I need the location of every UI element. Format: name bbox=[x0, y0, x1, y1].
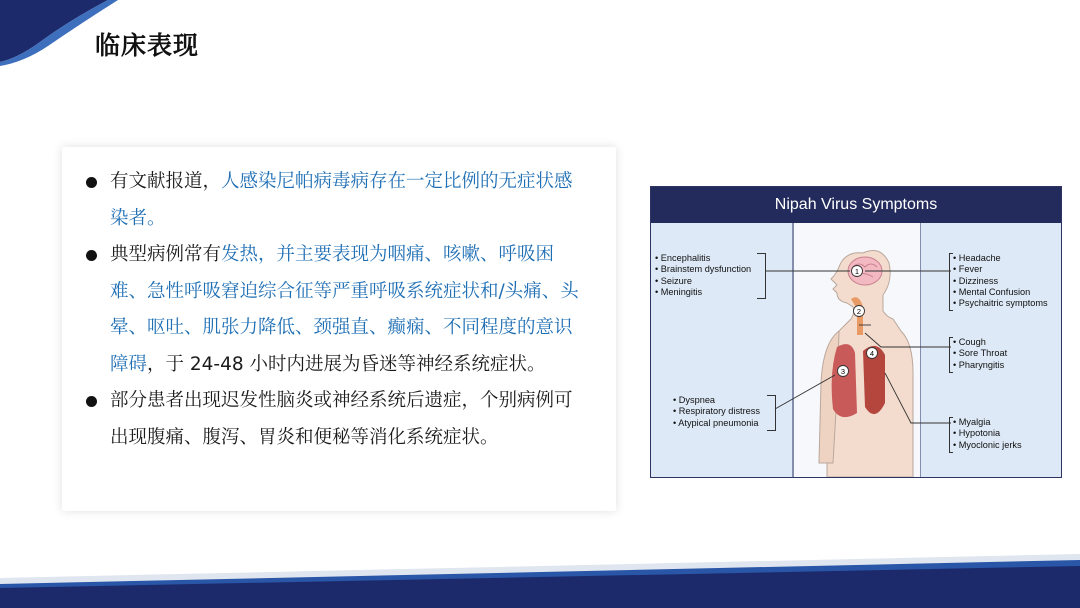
symptom-item: • Mental Confusion bbox=[953, 287, 1048, 298]
bracket bbox=[757, 253, 766, 299]
figure-body bbox=[651, 223, 1061, 477]
symptom-item: • Psychaitric symptoms bbox=[953, 298, 1048, 309]
highlighted-text: 人感染尼帕病毒病存在一定比例的无症状感染者。 bbox=[110, 171, 573, 229]
bullet-dot-icon bbox=[86, 396, 97, 407]
symptom-item: • Dizziness bbox=[953, 276, 1048, 287]
bullet-item bbox=[84, 383, 590, 456]
symptom-item: • Sore Throat bbox=[953, 348, 1007, 359]
bullet-text: 有文献报道， bbox=[110, 171, 222, 192]
bullet-list bbox=[62, 147, 616, 456]
bullet-text: 部分患者出现迟发性脑炎或神经系统后遗症，个别病例可出现腹痛、腹泻、胃炎和便秘等消化系统症状。 bbox=[110, 390, 573, 448]
symptom-item: • Pharyngitis bbox=[953, 360, 1007, 371]
symptom-item: • Atypical pneumonia bbox=[673, 418, 760, 429]
bullet-dot-icon bbox=[86, 250, 97, 261]
symptom-item: • Headache bbox=[953, 253, 1048, 264]
symptom-item: • Fever bbox=[953, 264, 1048, 275]
marker-number: 1 bbox=[854, 267, 860, 276]
symptom-item: • Brainstem dysfunction bbox=[655, 264, 751, 275]
bracket bbox=[767, 395, 776, 431]
marker-number: 4 bbox=[869, 349, 875, 358]
symptom-item: • Dyspnea bbox=[673, 395, 760, 406]
bullet-text: 典型病例常有 bbox=[110, 244, 222, 265]
bullet-item bbox=[84, 237, 590, 383]
bullet-dot-icon bbox=[86, 177, 97, 188]
symptom-item: • Meningitis bbox=[655, 287, 751, 298]
symptom-item: • Respiratory distress bbox=[673, 406, 760, 417]
symptom-group-general-right bbox=[953, 253, 1048, 309]
lung-icon bbox=[832, 344, 857, 417]
bottom-band bbox=[0, 548, 1080, 608]
text-card bbox=[62, 147, 616, 511]
highlighted-text: 发热，并主要表现为咽痛、咳嗽、呼吸困难、急性呼吸窘迫综合征等严重呼吸系统症状和/头痛、头晕、呕吐、肌张力降低、颈强直、癫痫、不同程度的意识障碍 bbox=[110, 244, 579, 375]
symptom-item: • Cough bbox=[953, 337, 1007, 348]
symptom-group-muscle-right bbox=[953, 417, 1022, 451]
symptom-item: • Myalgia bbox=[953, 417, 1022, 428]
page-title: 临床表现 bbox=[95, 31, 200, 60]
marker-number: 2 bbox=[856, 307, 862, 316]
symptom-item: • Encephalitis bbox=[655, 253, 751, 264]
bracket bbox=[949, 337, 953, 373]
bullet-item bbox=[84, 164, 590, 237]
symptom-group-throat-right bbox=[953, 337, 1007, 371]
symptom-item: • Seizure bbox=[655, 276, 751, 287]
symptom-item: • Hypotonia bbox=[953, 428, 1022, 439]
symptom-item: • Myoclonic jerks bbox=[953, 440, 1022, 451]
bracket bbox=[949, 417, 953, 453]
bracket bbox=[949, 253, 953, 311]
bullet-text: ，于 24-48 小时内进展为昏迷等神经系统症状。 bbox=[147, 353, 546, 375]
symptom-group-respiratory-left bbox=[673, 395, 760, 429]
marker-number: 3 bbox=[840, 367, 846, 376]
nipah-symptoms-figure bbox=[650, 186, 1062, 478]
figure-title: Nipah Virus Symptoms bbox=[651, 187, 1061, 223]
symptom-group-neuro-left bbox=[655, 253, 751, 298]
